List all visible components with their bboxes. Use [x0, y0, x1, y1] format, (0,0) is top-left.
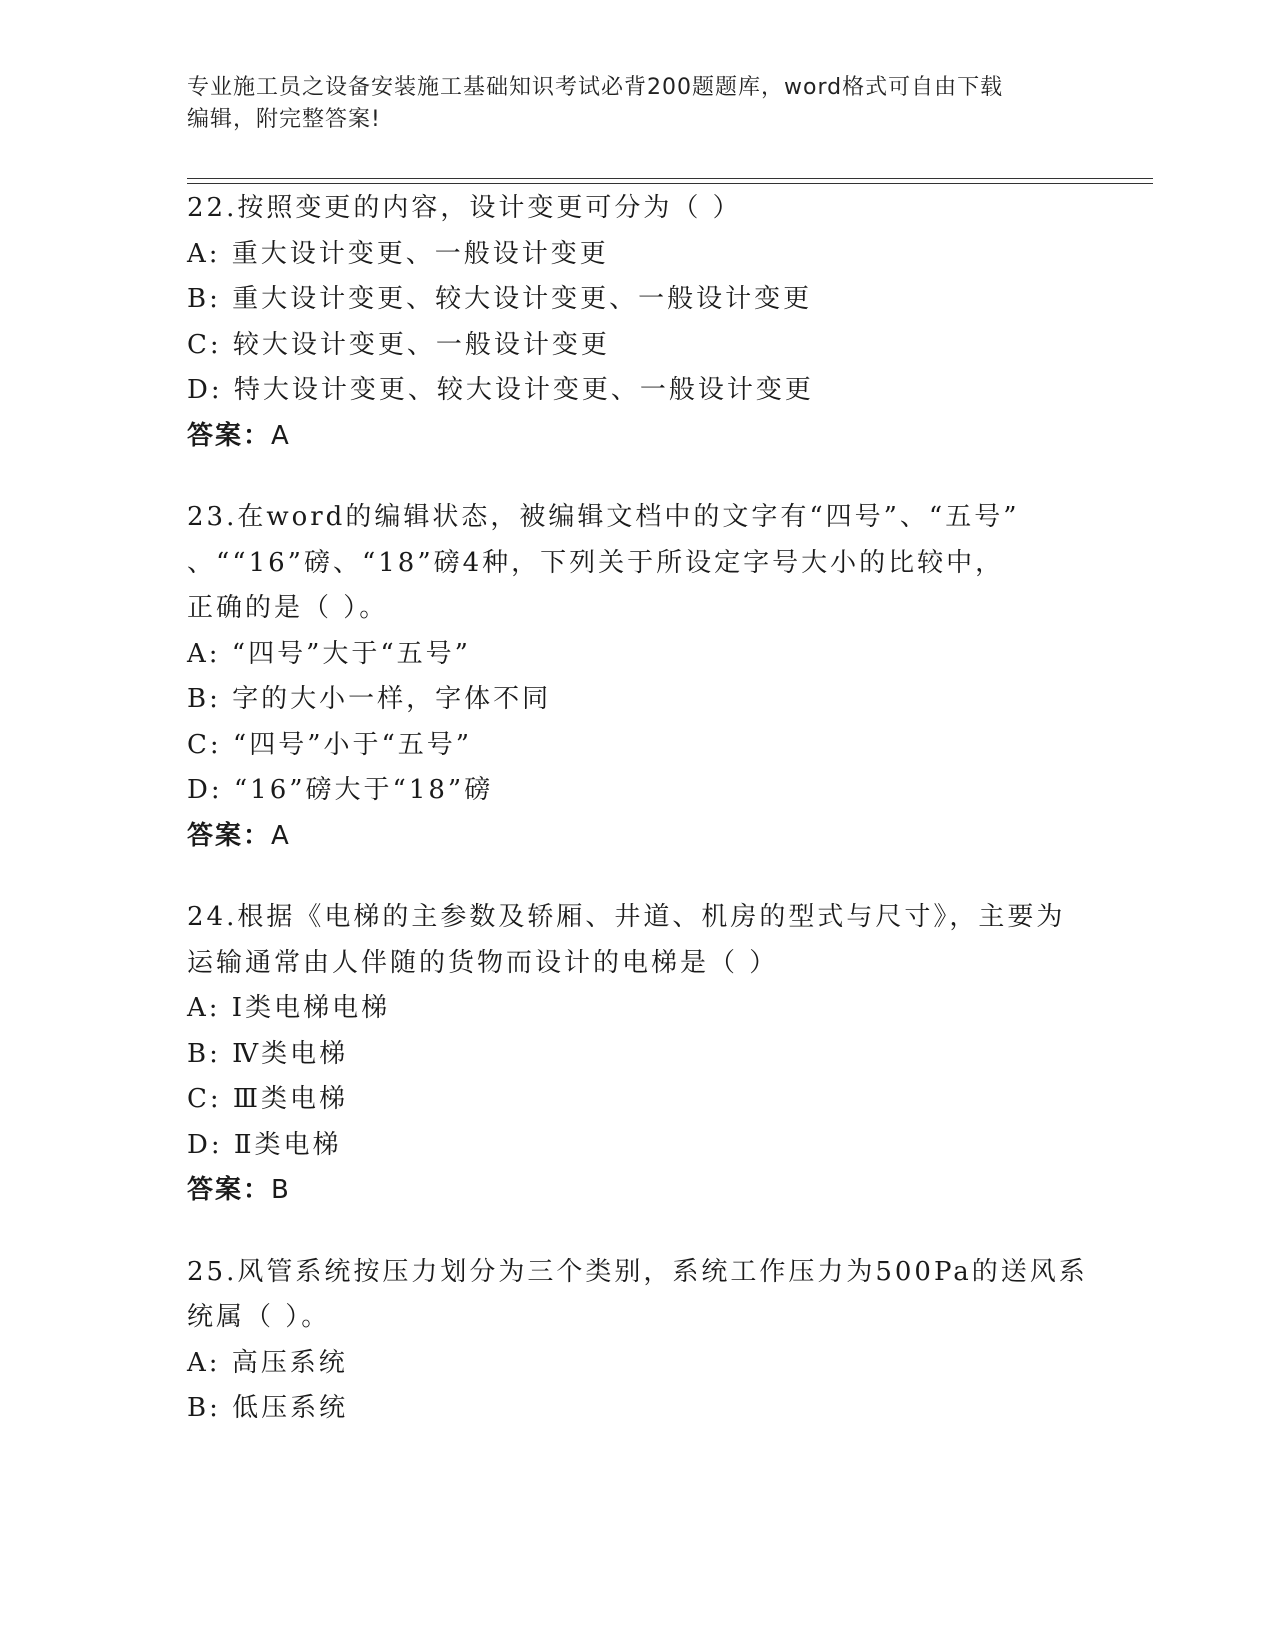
answer-label: 答案：: [187, 420, 272, 451]
question-25: [187, 1250, 1087, 1432]
answer-line: [187, 1168, 1087, 1214]
question-22: [187, 186, 1087, 459]
question-24: [187, 895, 1087, 1214]
question-text: 、““16”磅、“18”磅4种，下列关于所设定字号大小的比较中，: [187, 547, 1005, 578]
option-b: B: 字的大小一样，字体不同: [187, 684, 552, 714]
header-divider-top: [187, 178, 1153, 179]
answer-label: 答案：: [187, 1175, 272, 1205]
option-c: C: 较大设计变更、一般设计变更: [187, 329, 610, 360]
option-c: C: “四号”小于“五号”: [187, 729, 473, 760]
document-header: [187, 72, 1067, 136]
answer-line: [187, 414, 1087, 460]
answer-value: A: [271, 820, 291, 851]
answer-label: 答案：: [187, 820, 272, 851]
answer-value: A: [271, 420, 291, 451]
option-d: D: “16”磅大于“18”磅: [187, 775, 494, 805]
question-text: 运输通常由人伴随的货物而设计的电梯是（ ）: [187, 947, 779, 978]
question-text: 23.在word的编辑状态，被编辑文档中的文字有“四号”、“五号”: [187, 502, 1020, 532]
question-text: 正确的是（ ）。: [187, 593, 389, 623]
option-d: D: Ⅱ类电梯: [187, 1129, 342, 1160]
option-a: A: “四号”大于“五号”: [187, 638, 471, 669]
question-list: [187, 186, 1087, 1468]
option-c: C: Ⅲ类电梯: [187, 1084, 348, 1114]
option-d: D: 特大设计变更、较大设计变更、一般设计变更: [187, 375, 814, 405]
header-line-2: 编辑，附完整答案!: [187, 107, 381, 132]
option-b: B: 重大设计变更、较大设计变更、一般设计变更: [187, 284, 813, 314]
question-text: 统属（ ）。: [187, 1302, 331, 1332]
answer-value: B: [271, 1175, 291, 1205]
option-a: A: 高压系统: [187, 1347, 348, 1378]
question-text: 22.按照变更的内容，设计变更可分为（ ）: [187, 193, 742, 223]
question-text: 24.根据《电梯的主参数及轿厢、井道、机房的型式与尺寸》，主要为: [187, 902, 1066, 932]
question-text: 25.风管系统按压力划分为三个类别，系统工作压力为500Pa的送风系: [187, 1256, 1088, 1287]
option-b: B: Ⅳ类电梯: [187, 1038, 349, 1069]
option-b: B: 低压系统: [187, 1393, 349, 1423]
question-23: [187, 495, 1087, 859]
answer-line: [187, 814, 1087, 860]
option-a: A: Ⅰ类电梯电梯: [187, 993, 391, 1023]
header-line-1: 专业施工员之设备安装施工基础知识考试必背200题题库，word格式可自由下载: [187, 75, 1004, 100]
option-a: A: 重大设计变更、一般设计变更: [187, 238, 609, 269]
header-divider-bottom: [187, 183, 1153, 184]
